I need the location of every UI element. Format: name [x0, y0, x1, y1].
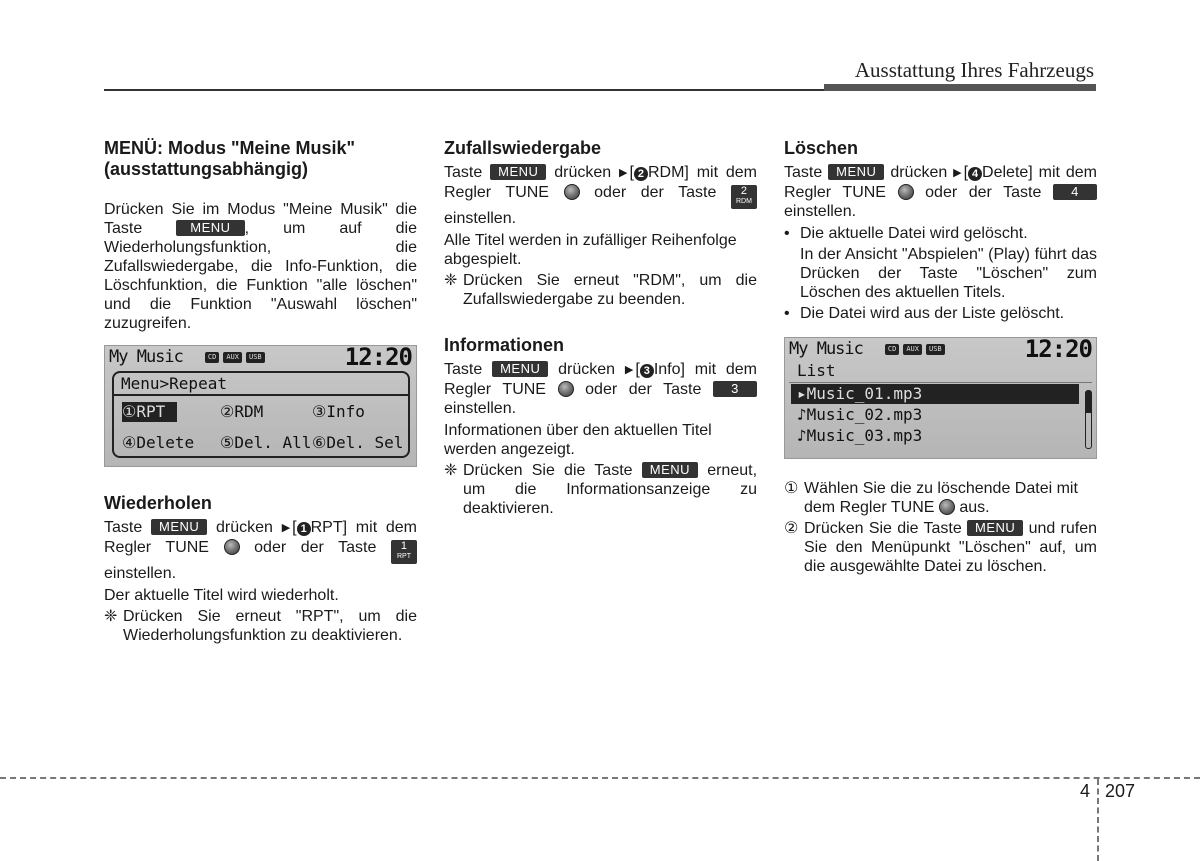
info-result: Informationen über den aktuellen Titel werden angezeigt.	[444, 422, 712, 458]
cd-badge: CD	[885, 344, 899, 355]
menu-key: MENU	[828, 164, 884, 180]
bullet-text: Die Datei wird aus der Liste gelöscht.	[800, 305, 1065, 322]
text: und rufen Sie den Menüpunkt "Löschen" auf, um die ausgewählte Datei zu löschen.	[804, 520, 1098, 575]
column-3	[784, 138, 1097, 576]
bullet-text	[800, 224, 1097, 302]
section-heading-shuffle: Zufallswiedergabe	[444, 138, 602, 158]
note-text: Drücken Sie erneut "RDM", um die Zufallswiedergabe zu beenden.	[463, 272, 757, 308]
tune-knob-icon	[224, 539, 240, 555]
preset-key-1-rpt	[391, 540, 417, 564]
text: Taste	[444, 164, 483, 181]
text: RDM] mit dem Regler TUNE	[444, 164, 757, 201]
menu-key: MENU	[642, 462, 698, 478]
column-2	[444, 138, 757, 518]
lcd-title: My Music	[789, 338, 863, 359]
shuffle-result: Alle Titel werden in zufälliger Reihenfolge abgespielt.	[444, 232, 737, 268]
text: Wählen Sie die zu löschende Datei mit dem Regler TUNE	[804, 480, 1078, 516]
header-rule-accent	[824, 84, 1096, 91]
text: einstellen.	[444, 400, 517, 417]
menu-key: MENU	[492, 361, 548, 377]
note-text	[463, 461, 757, 518]
menu-key: MENU	[176, 220, 244, 236]
play-triangle-icon: ▶	[953, 167, 962, 179]
chapter-number: 4	[1080, 781, 1091, 801]
text: oder der Taste	[585, 381, 702, 398]
intro-text-cont: , um auf die Wiederholungsfunktion, die Zufallswiedergabe, die Info-Funktion, die Löschfunktion, die Funktion "alle löschen" und die Funktion "Auswahl löschen" zuzugreifen.	[104, 220, 417, 332]
repeat-note	[104, 607, 417, 645]
section-heading-repeat: Wiederholen	[104, 493, 212, 513]
repeat-result: Der aktuelle Titel wird wiederholt.	[104, 587, 339, 604]
running-header: Ausstattung Ihres Fahrzeugs	[854, 58, 1094, 82]
text: [	[292, 519, 297, 536]
text: oder der Taste	[925, 184, 1042, 201]
step-number-1: ①	[784, 480, 799, 497]
text: In der Ansicht "Abspielen" (Play) führt das Drücken der Taste "Löschen" zum Löschen des aktuellen Titels.	[800, 246, 1097, 301]
step-number-2: ②	[784, 520, 799, 537]
shuffle-instruction	[444, 163, 757, 228]
tune-knob-icon	[564, 184, 580, 200]
circled-3-icon: 3	[640, 364, 654, 378]
text: oder der Taste	[594, 184, 717, 201]
text: [	[635, 361, 640, 378]
step-text	[804, 479, 1097, 517]
preset-key-number: 2	[740, 185, 748, 197]
delete-bullet-1	[784, 224, 1097, 302]
text: drücken	[216, 519, 273, 536]
lcd-option-delete: ④Delete	[122, 433, 195, 452]
text: einstellen.	[104, 565, 177, 582]
column-1	[104, 138, 417, 645]
text: Taste	[784, 164, 823, 181]
repeat-instruction	[104, 518, 417, 583]
delete-bullet-2	[784, 304, 1097, 323]
preset-key-sub: RDM	[736, 198, 752, 205]
text: [	[629, 164, 634, 181]
note-symbol-icon: ❈	[444, 462, 458, 479]
lcd-list-title: List	[789, 360, 1092, 383]
preset-key-2-rdm	[731, 185, 757, 209]
lcd-list-row: ♪Music_03.mp3	[797, 426, 923, 445]
delete-instruction	[784, 163, 1097, 221]
text: oder der Taste	[254, 539, 377, 556]
info-instruction	[444, 360, 757, 418]
aux-badge: AUX	[223, 352, 242, 363]
text: Die aktuelle Datei wird gelöscht.	[800, 225, 1028, 242]
lcd-title: My Music	[109, 346, 183, 367]
menu-key: MENU	[490, 164, 546, 180]
lcd-option-info: ③Info	[312, 402, 365, 421]
aux-badge: AUX	[903, 344, 922, 355]
note-symbol-icon: ❈	[444, 272, 458, 289]
text: drücken	[890, 164, 948, 181]
text: RPT] mit dem Regler TUNE	[104, 519, 418, 556]
note-text: Drücken Sie erneut "RPT", um die Wiederholungsfunktion zu deaktivieren.	[123, 608, 417, 644]
text: Taste	[444, 361, 483, 378]
play-triangle-icon: ▶	[281, 522, 291, 534]
preset-key-number: 1	[400, 540, 408, 552]
text: aus.	[959, 499, 990, 516]
key-3: 3	[713, 381, 757, 397]
cd-badge: CD	[205, 352, 219, 363]
text: drücken	[558, 361, 616, 378]
text: einstellen.	[444, 210, 517, 227]
page-number: 207	[1105, 781, 1136, 801]
menu-key: MENU	[151, 519, 207, 535]
tune-knob-icon	[558, 381, 574, 397]
info-note	[444, 461, 757, 518]
usb-badge: USB	[926, 344, 945, 355]
lcd-scrollbar-thumb	[1086, 391, 1091, 413]
lcd-menu-repeat-screen	[104, 342, 417, 467]
intro-paragraph	[104, 200, 417, 333]
circled-4-icon: 4	[968, 167, 982, 181]
lcd-clock: 12:20	[1024, 334, 1092, 363]
step-text	[804, 519, 1097, 576]
tune-knob-icon	[939, 499, 955, 515]
key-4: 4	[1053, 184, 1097, 200]
text: erneut, um die Informationsanzeige zu deaktivieren.	[463, 462, 758, 517]
text: Taste	[104, 519, 143, 536]
lcd-menu-panel	[112, 371, 410, 458]
footer-dashed-rule	[0, 777, 1200, 779]
text: Drücken Sie die Taste	[804, 520, 962, 537]
text: [	[963, 164, 969, 181]
header-rule	[104, 89, 824, 91]
tune-knob-icon	[898, 184, 914, 200]
section-heading-info: Informationen	[444, 335, 564, 355]
text: Info] mit dem Regler TUNE	[444, 361, 758, 398]
menu-key: MENU	[967, 520, 1023, 536]
text: Drücken Sie die Taste	[463, 462, 633, 479]
text: einstellen.	[784, 203, 857, 220]
play-triangle-icon: ▶	[619, 167, 628, 179]
play-triangle-icon: ▶	[624, 364, 634, 376]
preset-key-sub: RPT	[396, 553, 411, 560]
lcd-list-row: ♪Music_02.mp3	[797, 405, 923, 424]
lcd-option-rpt: ①RPT	[122, 402, 177, 422]
lcd-clock: 12:20	[344, 342, 412, 371]
lcd-status-bar	[105, 342, 416, 371]
section-heading-menu-mode: MENÜ: Modus "Meine Musik" (ausstattungsabhängig)	[104, 138, 356, 179]
lcd-option-rdm: ②RDM	[220, 402, 264, 421]
lcd-list-screen	[784, 334, 1097, 459]
text: Delete] mit dem Regler TUNE	[784, 164, 1097, 201]
intro-text: Drücken Sie im Modus "Meine Musik" die Taste	[104, 201, 417, 237]
shuffle-note	[444, 271, 757, 309]
text: drücken	[554, 164, 612, 181]
circled-1-icon: 1	[297, 522, 311, 536]
bullet-icon: •	[784, 225, 790, 242]
circled-2-icon: 2	[634, 167, 648, 181]
lcd-option-del-all: ⑤Del. All	[220, 433, 312, 452]
lcd-menu-path: Menu>Repeat	[114, 373, 408, 396]
footer-dashed-divider	[1097, 779, 1099, 861]
usb-badge: USB	[246, 352, 265, 363]
lcd-scrollbar	[1085, 390, 1092, 449]
bullet-icon: •	[784, 305, 790, 322]
note-symbol-icon: ❈	[104, 608, 118, 625]
lcd-list-row: ▸Music_01.mp3	[791, 384, 1079, 404]
delete-step-2	[784, 519, 1097, 576]
delete-step-1	[784, 479, 1097, 517]
lcd-option-del-sel: ⑥Del. Sel	[312, 433, 404, 452]
lcd-status-bar	[785, 334, 1096, 363]
section-heading-delete: Löschen	[784, 138, 859, 158]
